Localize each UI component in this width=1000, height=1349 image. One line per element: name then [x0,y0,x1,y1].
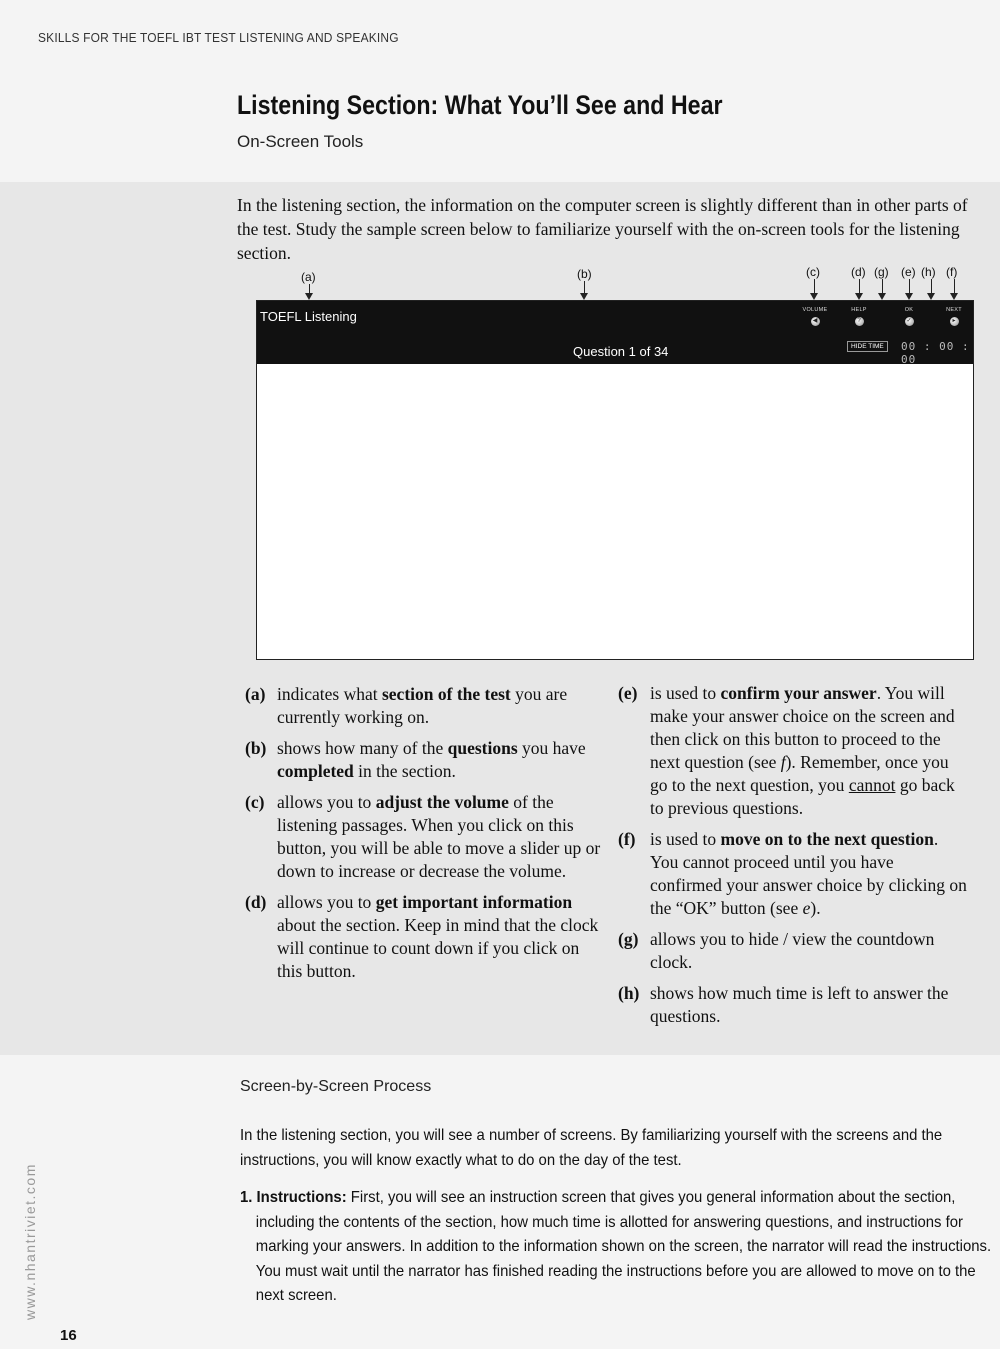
screen-toolbar [257,301,973,364]
callout-b-arrow [584,281,585,298]
callout-g-arrow [882,279,883,298]
definition-letter: (f) [618,829,636,849]
ok-button[interactable] [891,307,927,326]
definition-letter: (g) [618,929,639,949]
definition-b: (b) shows how many of the questions you have completed in the section. [245,738,586,781]
callout-d: (d) [851,265,866,279]
callout-f-arrow [954,279,955,298]
volume-icon: ◀ [811,317,820,326]
callout-d-arrow [859,279,860,298]
definition-letter: (a) [245,684,266,704]
callout-h: (h) [921,265,936,279]
callout-b: (b) [577,267,592,281]
definitions-right [618,682,968,1036]
item-number: 1. [240,1189,257,1206]
definition-c: (c) allows you to adjust the volume of the listening passages. When you click on this button, you will be able to move a slider up or down to increase or decrease the volume. [245,792,601,881]
process-item-instructions [240,1186,995,1309]
running-head: SKILLS FOR THE TOEFL IBT TEST LISTENING AND SPEAKING [38,30,399,45]
item-text: First, you will see an instruction screen that gives you general information about the section, including the contents of the section, how much time is allotted for answering questions, and instructions for marking your answers. In addition to the information shown on the screen, the narrator will read the instructions. You must wait until the narrator has finished reading the instructions before you are allowed to move on to the next screen. [255,1189,992,1304]
next-button[interactable] [936,307,972,326]
screen-section-title: TOEFL Listening [260,309,357,324]
definition-g: (g) allows you to hide / view the countdown clock. [618,929,935,972]
hide-time-button[interactable]: HIDE TIME [847,341,888,352]
definition-h: (h) shows how much time is left to answer the questions. [618,983,949,1026]
page-number: 16 [60,1327,77,1344]
page-subtitle: On-Screen Tools [237,132,364,151]
callout-f: (f) [946,265,958,279]
help-label: HELP [851,307,867,313]
next-label: NEXT [946,307,962,313]
next-icon: ▸ [950,317,959,326]
help-icon: ? [855,317,864,326]
callout-e-arrow [909,279,910,298]
ok-icon: ✓ [906,318,912,324]
process-heading: Screen-by-Screen Process [240,1078,432,1095]
definition-e: (e) is used to confirm your answer. You will make your answer choice on the screen and then click on this button to proceed to the next question (see f). Remember, once you go to the next question, you cannot go back to previous questions. [618,683,955,818]
callout-e: (e) [901,265,916,279]
definition-letter: (h) [618,983,640,1003]
callout-a: (a) [301,270,316,284]
help-button[interactable] [841,307,877,326]
page-title: Listening Section: What You’ll See and Hear [237,90,723,120]
callout-c-arrow [814,279,815,298]
volume-button[interactable] [797,307,833,326]
definition-letter: (e) [618,683,638,703]
countdown-timer: 00 : 00 : 00 [901,340,970,366]
definition-f: (f) is used to move on to the next question. You cannot proceed until you have confirmed your answer choice by clicking on the “OK” button (see e). [618,829,967,918]
item-lead: Instructions: [256,1189,347,1206]
side-url: www.nhantriviet.com [22,1163,38,1320]
volume-label: VOLUME [802,307,828,313]
definition-d: (d) allows you to get important information about the section. Keep in mind that the clock will continue to count down if you click on this button. [245,892,599,981]
callout-c: (c) [806,265,820,279]
callout-a-arrow [309,284,310,298]
definitions-left [245,683,605,991]
intro-paragraph: In the listening section, the information on the computer screen is slightly different than in other parts of the test. Study the sample screen below to familiarize yourself with the on-screen tools for the listening section. [237,195,968,263]
process-intro: In the listening section, you will see a number of screens. By familiarizing yourself with the screens and the instructions, you will know exactly what to do on the day of the test. [240,1127,943,1169]
definition-letter: (b) [245,738,267,758]
definition-letter: (c) [245,792,265,812]
definition-letter: (d) [245,892,267,912]
ok-label: OK [904,307,914,313]
callout-g: (g) [874,265,889,279]
callout-h-arrow [931,279,932,298]
sample-test-screen [256,300,974,660]
question-counter: Question 1 of 34 [573,344,669,359]
definition-a: (a) indicates what section of the test you are currently working on. [245,684,568,727]
